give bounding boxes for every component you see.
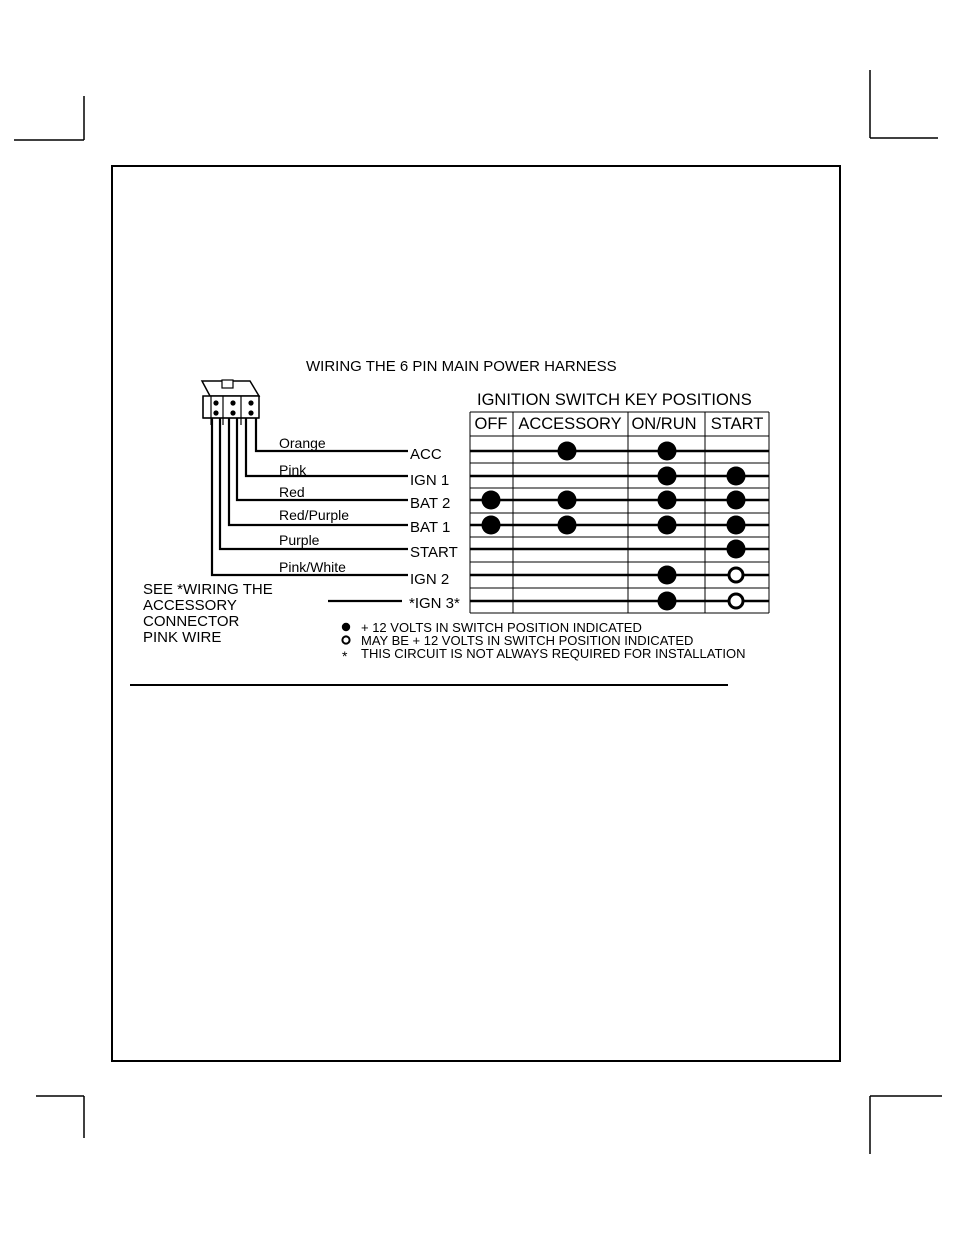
- legend: [342, 620, 746, 664]
- note-line-2: ACCESSORY: [143, 597, 237, 614]
- wire-label-red: Red: [279, 484, 305, 500]
- voltage-marker-full: [727, 540, 746, 559]
- voltage-marker-full: [727, 491, 746, 510]
- column-header-off: OFF: [474, 415, 508, 433]
- voltage-marker-full: [482, 491, 501, 510]
- voltage-marker-full: [727, 516, 746, 535]
- voltage-marker-open: [729, 568, 743, 582]
- terminal-labels: [409, 446, 460, 612]
- column-header-accessory: ACCESSORY: [518, 415, 622, 433]
- wire-label-purple: Purple: [279, 532, 320, 548]
- voltage-marker-full: [558, 491, 577, 510]
- column-header-start: START: [710, 415, 764, 433]
- voltage-marker-full: [658, 491, 677, 510]
- voltage-marker-full: [727, 467, 746, 486]
- legend-text-open: MAY BE + 12 VOLTS IN SWITCH POSITION INDICATED: [361, 633, 694, 648]
- voltage-marker-full: [658, 442, 677, 461]
- column-headers: [475, 415, 764, 433]
- note-line-4: PINK WIRE: [143, 629, 222, 646]
- wire-label-orange: Orange: [279, 435, 326, 451]
- voltage-marker-full: [658, 467, 677, 486]
- table-grid: [470, 412, 769, 613]
- legend-text-asterisk: THIS CIRCUIT IS NOT ALWAYS REQUIRED FOR INSTALLATION: [361, 646, 746, 661]
- voltage-marker-open: [729, 594, 743, 608]
- table-title: IGNITION SWITCH KEY POSITIONS: [477, 391, 752, 409]
- voltage-marker-full: [558, 442, 577, 461]
- legend-open-circle-icon: [342, 636, 349, 643]
- six-pin-connector: [202, 380, 259, 425]
- wire-color-labels: [279, 435, 349, 575]
- wire-label-pink: Pink: [279, 462, 307, 478]
- voltage-marker-full: [482, 516, 501, 535]
- legend-filled-circle-icon: [342, 623, 350, 631]
- harness-wire: [246, 418, 408, 476]
- voltage-marker-full: [558, 516, 577, 535]
- terminal-bat-1: BAT 1: [410, 519, 451, 536]
- terminal-start: START: [410, 544, 458, 561]
- terminal-ign-1: IGN 1: [410, 472, 450, 489]
- diagram-title: WIRING THE 6 PIN MAIN POWER HARNESS: [306, 358, 617, 375]
- note-line-3: CONNECTOR: [143, 613, 240, 630]
- terminal-ign-3: *IGN 3*: [409, 595, 460, 612]
- terminal-bat-2: BAT 2: [410, 495, 451, 512]
- note-line-1: SEE *WIRING THE: [143, 581, 273, 598]
- voltage-marker-full: [658, 566, 677, 585]
- terminal-acc: ACC: [410, 446, 442, 463]
- harness-wire: [237, 418, 408, 500]
- legend-asterisk-icon: *: [342, 648, 348, 664]
- terminal-ign-2: IGN 2: [410, 571, 450, 588]
- ignition-table: [470, 412, 769, 613]
- wire-label-red-purple: Red/Purple: [279, 507, 350, 523]
- voltage-marker-full: [658, 592, 677, 611]
- voltage-marker-full: [658, 516, 677, 535]
- legend-text-full: + 12 VOLTS IN SWITCH POSITION INDICATED: [361, 620, 642, 635]
- circuit-lines: [470, 451, 769, 601]
- accessory-note: [143, 581, 273, 646]
- column-header-on-run: ON/RUN: [631, 415, 697, 433]
- wire-label-pink-white: Pink/White: [279, 559, 346, 575]
